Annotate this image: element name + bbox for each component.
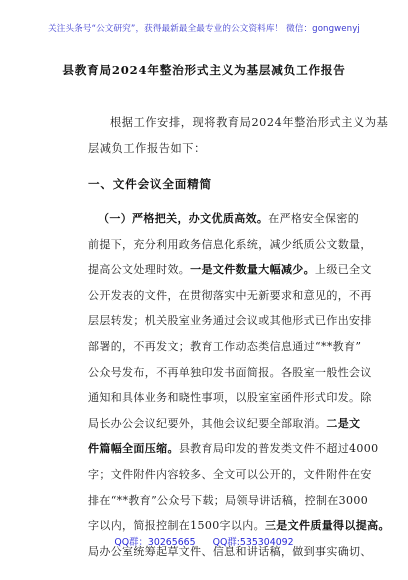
body-text: 字以内，简报控制在1500字以内。: [88, 519, 265, 533]
footer-qq-group-alt: QQ群:535304092: [212, 537, 294, 548]
body-text: 层层转发；机关股室业务通过会议或其他形式已作出安排: [88, 314, 372, 328]
document-title: 县教育局2024年整治形式主义为基层减负工作报告: [62, 63, 346, 77]
body-line: [88, 308, 372, 334]
body-line: [88, 385, 372, 411]
body-line: [88, 436, 379, 462]
body-text: 在严格安全保密的: [268, 212, 360, 225]
body-emphasis-text: 三是文件质量得以提高。: [264, 519, 390, 533]
body-line: [88, 411, 361, 437]
intro-paragraph: [88, 110, 389, 162]
body-text: 公开发表的文件，在贯彻落实中无新要求和意见的，不再: [88, 288, 372, 302]
body-emphasis-text: 件篇幅全面压缩。: [88, 442, 179, 456]
body-line: [88, 283, 372, 309]
header-banner: 关注头条号“公文研究”，获得最新最全最专业的公文资料库！ 微信：gongwenyj: [48, 24, 360, 34]
body-line: [88, 334, 362, 360]
body-line: [88, 232, 372, 258]
body-line: [88, 257, 372, 283]
footer-contact: [0, 534, 408, 548]
body-emphasis-text: 二是文: [326, 416, 361, 430]
body-emphasis-text: （一）严格把关，办文优质高效。: [98, 212, 269, 225]
body-emphasis-text: 一是文件数量大幅减少。: [190, 263, 316, 277]
body-text: 局长办公会议纪要外，其他会议纪要全部取消。: [88, 416, 327, 430]
body-text: 字；文件附件内容较多、全文可以公开的，文件附件在安: [88, 467, 372, 481]
body-line: [88, 488, 369, 514]
body-text: 公众号发布，不再单独印发书面简报。各股室一般性会议: [88, 365, 372, 379]
section-heading: 一、文件会议全面精简: [88, 177, 212, 191]
body-text: 通知和具体业务和晓性事项，以股室室函件形式印发。除: [88, 391, 372, 405]
intro-line: 层减负工作报告如下：: [88, 142, 206, 155]
body-text: 部署的，不再发文；教育工作动态类信息通过“**教育”: [88, 339, 362, 353]
body-text: 县教育局印发的普发类文件不超过4000: [178, 442, 379, 456]
intro-line: 根据工作安排，现将教育局2024年整治形式主义为基: [110, 116, 389, 129]
body-text: 局办公室统筹起草文件、信息和讲话稿，做到事实确切、: [88, 544, 372, 558]
body-text: 上级已全文: [315, 263, 372, 277]
body-line: [88, 360, 372, 386]
body-line: [88, 206, 360, 232]
body-paragraph: [88, 206, 390, 564]
body-text: 提高公文处理时效。: [88, 263, 191, 277]
body-line: [88, 462, 372, 488]
body-text: 排在“**教育”公众号下载；局领导讲话稿，控制在3000: [88, 493, 369, 507]
body-text: 前提下，充分利用政务信息化系统，减少纸质公文数量，: [88, 237, 372, 251]
footer-qq-group: QQ群：30265665: [114, 537, 196, 548]
